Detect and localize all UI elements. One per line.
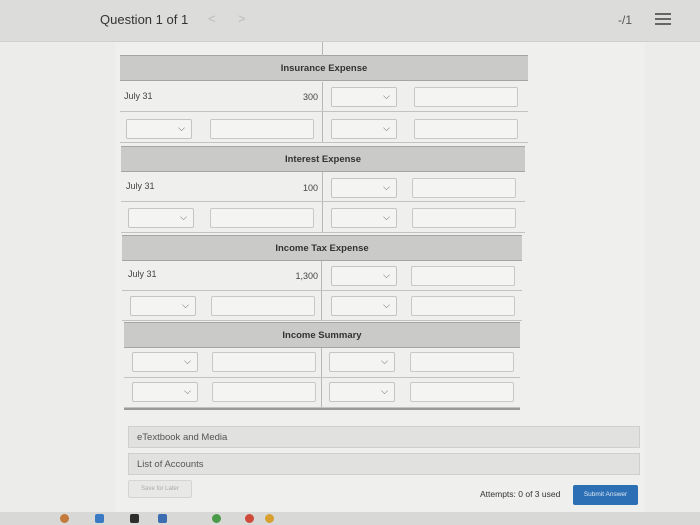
account-select[interactable] [331,119,397,139]
chevron-down-icon: ⌵ [178,123,185,133]
chevron-down-icon: ⌵ [184,356,191,366]
etextbook-label: eTextbook and Media [137,432,228,443]
amount-input[interactable] [212,352,316,372]
app-icon[interactable] [158,514,167,523]
app-icon[interactable] [130,514,139,523]
account-title: Interest Expense [284,153,362,165]
entry-date: July 31 [124,91,153,101]
chevron-down-icon: ⌵ [383,212,390,222]
list-of-accounts-panel[interactable] [128,453,640,475]
attempts-counter: Attempts: 0 of 3 used [480,489,561,499]
account-select[interactable] [331,87,397,107]
chevron-down-icon: ⌵ [381,386,388,396]
account-title: Insurance Expense [280,62,368,74]
t-account-divider [322,42,323,56]
account-select[interactable] [329,352,395,372]
taskbar [0,512,700,525]
account-header-income-tax [122,235,522,261]
chevron-down-icon: ⌵ [383,270,390,280]
menu-icon[interactable] [655,13,671,27]
account-select[interactable] [128,208,194,228]
entry-amount: 300 [302,92,318,102]
amount-input[interactable] [411,296,515,316]
score-display: -/1 [618,13,633,27]
app-icon[interactable] [212,514,221,523]
account-select[interactable] [331,208,397,228]
account-select[interactable] [132,382,198,402]
account-select[interactable] [331,296,397,316]
account-header-income-summary [124,322,520,348]
account-select[interactable] [331,178,397,198]
app-icon[interactable] [60,514,69,523]
amount-input[interactable] [412,178,516,198]
chevron-down-icon: ⌵ [184,386,191,396]
account-title: Income Tax Expense [275,242,369,254]
chevron-down-icon: ⌵ [381,356,388,366]
account-select[interactable] [126,119,192,139]
chevron-down-icon: ⌵ [182,300,189,310]
entry-date: July 31 [126,181,155,191]
amount-input[interactable] [411,266,515,286]
chevron-left-icon[interactable]: < [208,11,216,26]
submit-answer-button[interactable]: Submit Answer [573,485,638,505]
account-header-insurance [120,55,528,81]
entry-amount: 1,300 [295,271,318,281]
amount-input[interactable] [414,119,518,139]
account-select[interactable] [132,352,198,372]
amount-input[interactable] [414,87,518,107]
etextbook-panel[interactable] [128,426,640,448]
chevron-down-icon: ⌵ [383,300,390,310]
amount-input[interactable] [210,208,314,228]
save-for-later-button[interactable]: Save for Later [128,480,192,498]
list-of-accounts-label: List of Accounts [137,459,204,470]
amount-input[interactable] [211,296,315,316]
question-counter: Question 1 of 1 [100,12,189,27]
chevron-down-icon: ⌵ [180,212,187,222]
chevron-down-icon: ⌵ [383,123,390,133]
app-icon[interactable] [245,514,254,523]
account-header-interest [121,146,525,172]
account-title: Income Summary [282,329,362,341]
account-select[interactable] [130,296,196,316]
t-account-total-line [124,408,520,410]
entry-amount: 100 [302,183,318,193]
amount-input[interactable] [212,382,316,402]
amount-input[interactable] [412,208,516,228]
app-icon[interactable] [265,514,274,523]
question-header [0,0,700,42]
amount-input[interactable] [410,382,514,402]
entry-date: July 31 [128,269,157,279]
amount-input[interactable] [210,119,314,139]
app-icon[interactable] [95,514,104,523]
amount-input[interactable] [410,352,514,372]
account-select[interactable] [329,382,395,402]
chevron-down-icon: ⌵ [383,182,390,192]
chevron-right-icon[interactable]: > [238,11,246,26]
chevron-down-icon: ⌵ [383,91,390,101]
account-select[interactable] [331,266,397,286]
